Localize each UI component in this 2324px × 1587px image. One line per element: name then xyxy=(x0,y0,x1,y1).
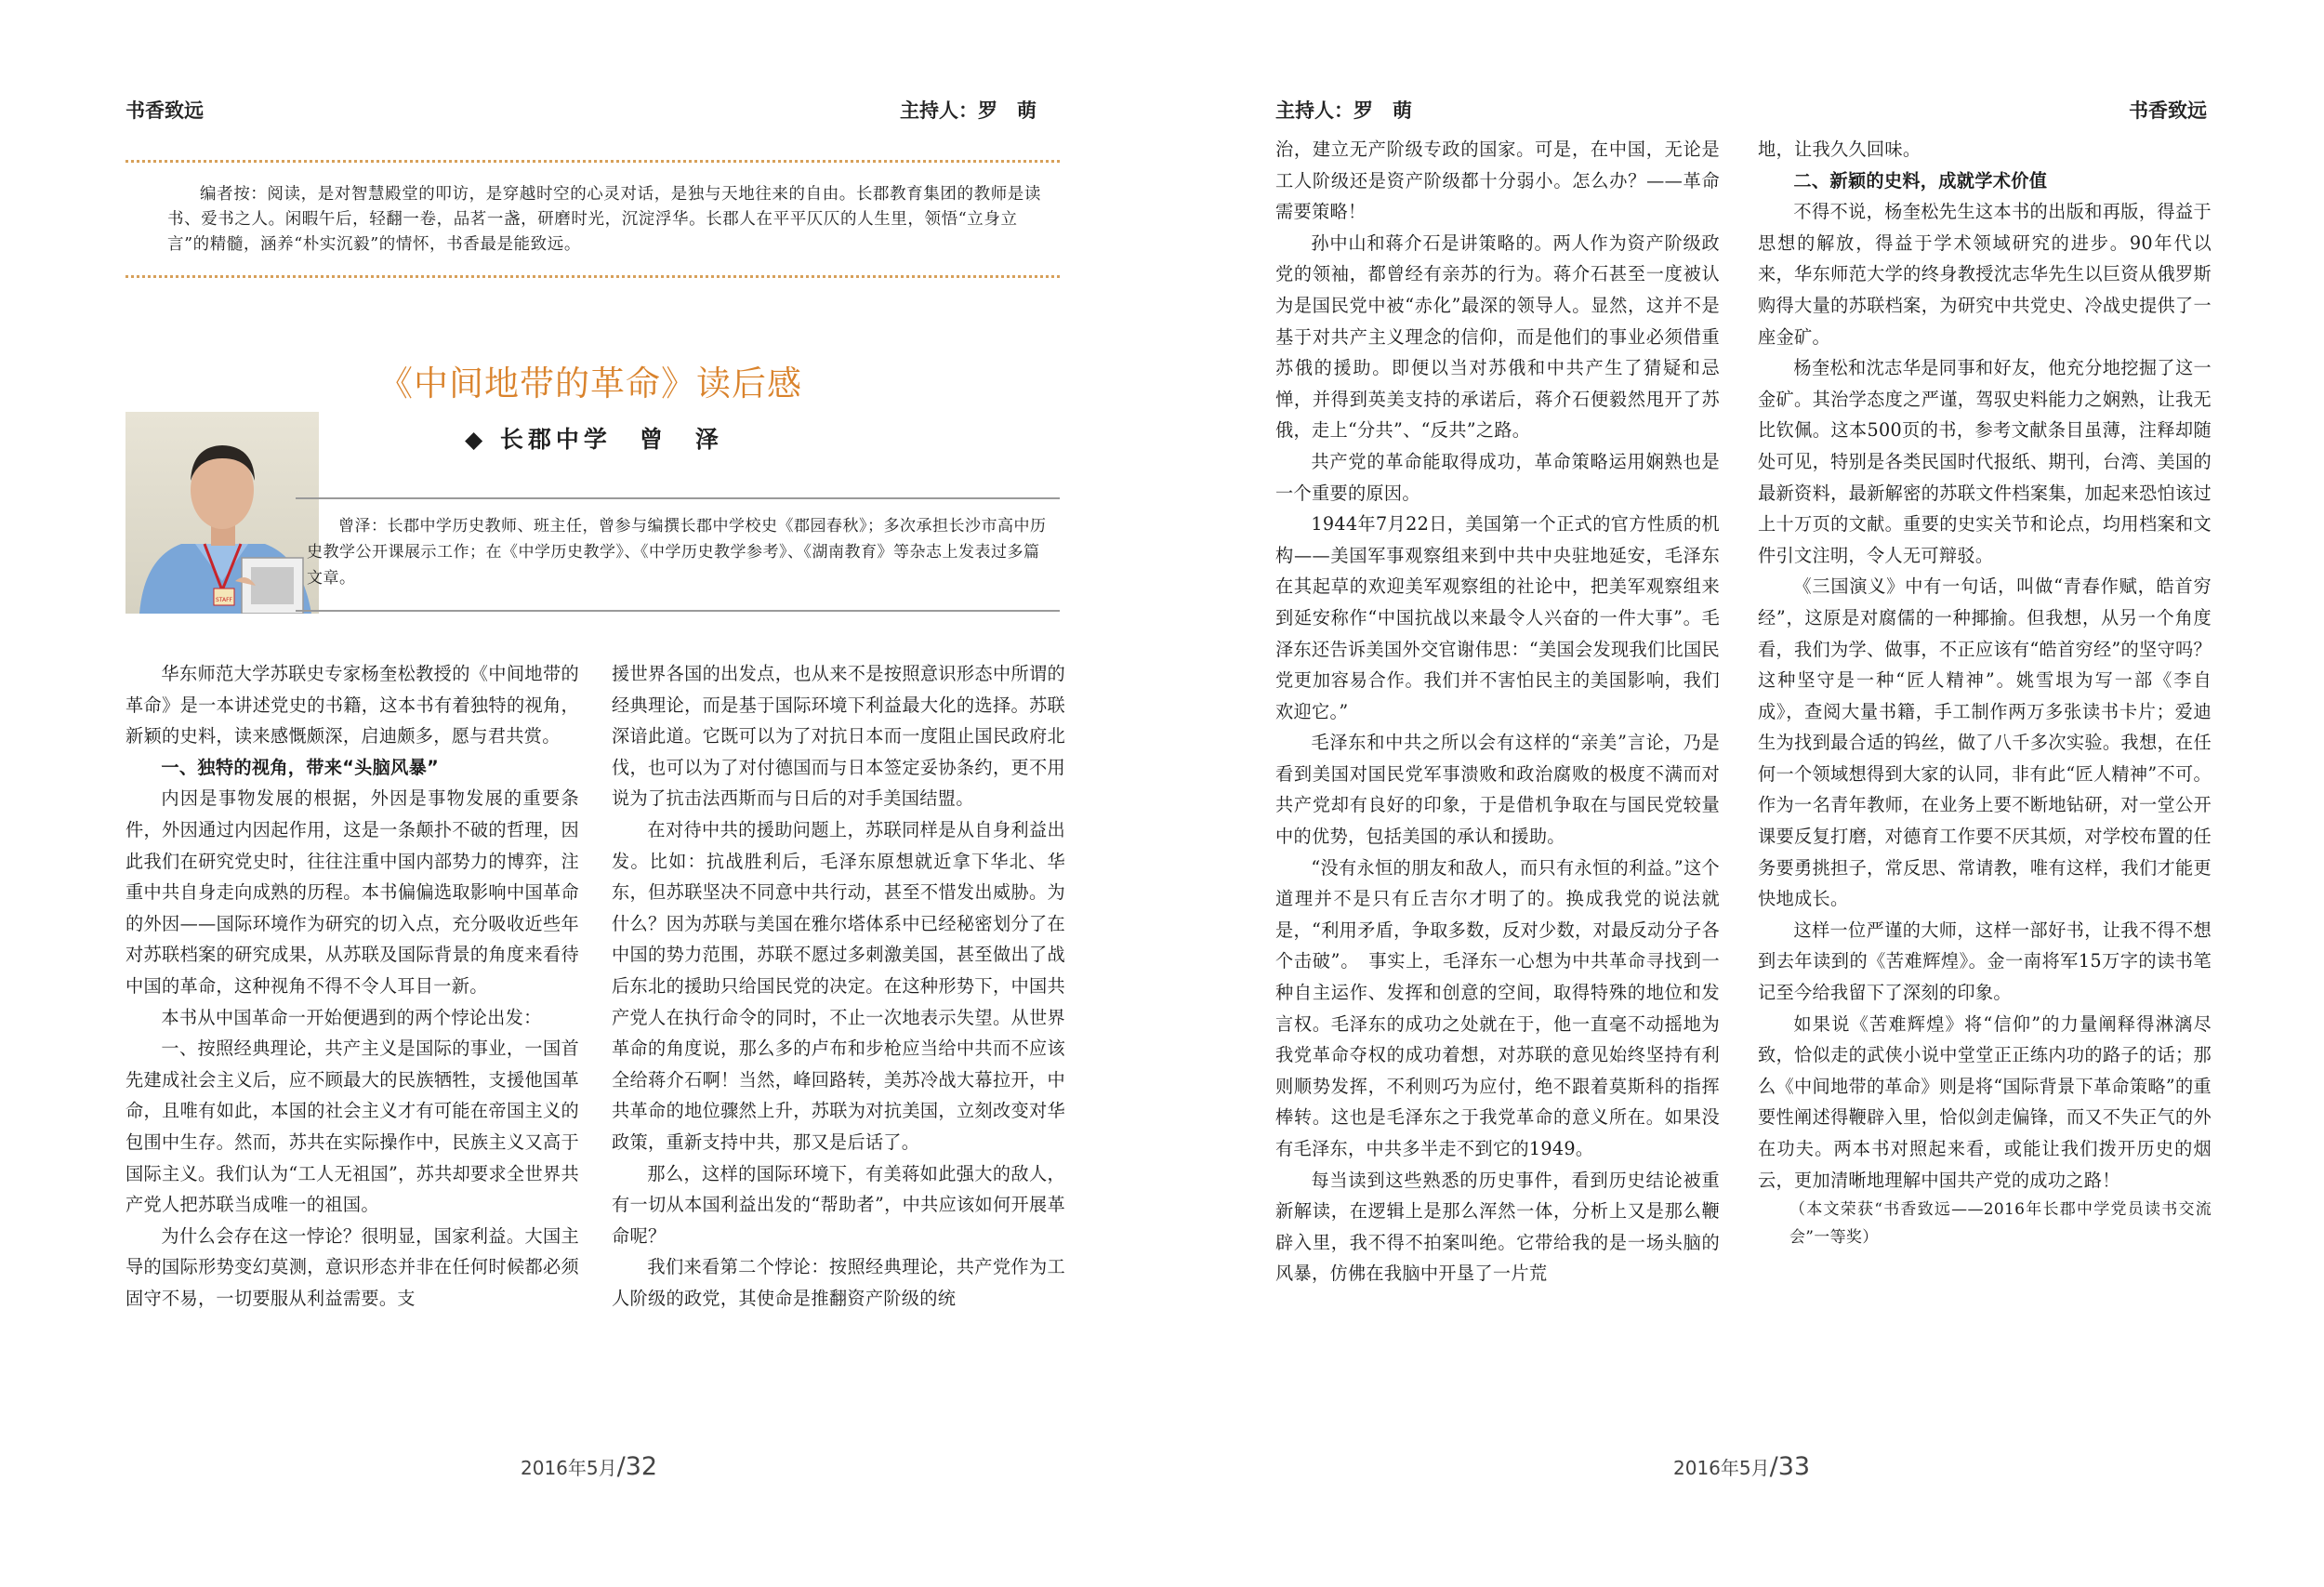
paragraph: 本书从中国革命一开始便遇到的两个悖论出发： xyxy=(161,1006,542,1028)
author-byline: ◆ 长郡中学 曾 泽 xyxy=(465,426,723,453)
author-photo xyxy=(125,404,319,614)
paragraph: 治，建立无产阶级专政的国家。可是，在中国，无论是工人阶级还是资产阶级都十分弱小。怎么办？——革命需要策略！ xyxy=(1275,139,1720,223)
paragraph: 援世界各国的出发点，也从来不是按照意识形态中所谓的经典理论，而是基于国际环境下利益最大化的选择。苏联深谙此道。它既可以为了对抗日本而一度阻止国民政府北伐，也可以为了对付德国而与日本签定妥协条约，更不用说为了抗击法西斯而与日后的对手美国结盟。 xyxy=(612,663,1065,810)
paragraph: 一、按照经典理论，共产主义是国际的事业，一国首先建成社会主义后，应不顾最大的民族牺牲，支援他国革命，且唯有如此，本国的社会主义才有可能在帝国主义的包围中生存。然而，苏共在实际操作中，民族主义又高于国际主义。我们认为“工人无祖国”，苏共却要求全世界共产党人把苏联当成唯一的祖国。 xyxy=(125,1038,579,1216)
paragraph: 不得不说，杨奎松先生这本书的出版和再版，得益于思想的解放，得益于学术领域研究的进步。90年代以来，华东师范大学的终身教授沈志华先生以巨资从俄罗斯购得大量的苏联档案，为研究中共党史、冷战史提供了一座金矿。 xyxy=(1758,201,2212,348)
staff-badge: STAFF xyxy=(215,597,233,603)
paragraph: 杨奎松和沈志华是同事和好友，他充分地挖掘了这一金矿。其治学态度之严谨，驾驭史料能力之娴熟，让我无比钦佩。这本500页的书，参考文献条目虽薄，注释却随处可见，特别是各类民国时代报纸、期刊，台湾、美国的最新资料，最新解密的苏联文件档案集，加起来恐怕该过上十万页的文献。重要的史实关节和论点，均用档案和文件引文注明，令人无可辩驳。 xyxy=(1758,357,2212,566)
folio-page-number: /32 xyxy=(616,1452,658,1481)
article-title: 《中间地带的革命》读后感 xyxy=(378,364,802,403)
folio-page-number: /33 xyxy=(1769,1452,1811,1481)
paragraph: 我们来看第二个悖论：按照经典理论，共产党作为工人阶级的政党，其使命是推翻资产阶级的统 xyxy=(612,1256,1065,1309)
paragraph: 华东师范大学苏联史专家杨奎松教授的《中间地带的革命》是一本讲述党史的书籍，这本书有着独特的视角，新颖的史料，读来感慨颇深，启迪颇多，愿与君共赏。 xyxy=(125,663,579,747)
page-folio-33 xyxy=(1673,1452,1810,1481)
paragraph: 共产党的革命能取得成功，革命策略运用娴熟也是一个重要的原因。 xyxy=(1275,450,1720,504)
right-column-2 xyxy=(1758,134,2212,1251)
paragraph: 在对待中共的援助问题上，苏联同样是从自身利益出发。比如：抗战胜利后，毛泽东原想就近拿下华北、华东，但苏联坚决不同意中共行动，甚至不惜发出威胁。为什么？因为苏联与美国在雅尔塔体系中已经秘密划分了在中国的势力范围，苏联不愿过多刺激美国，甚至做出了战后东北的援助只给国民党的决定。在这种形势下，中国共产党人在执行命令的同时，不止一次地表示失望。从世界革命的角度说，那么多的卢布和步枪应当给中共而不应该全给蒋介石啊！当然，峰回路转，美苏冷战大幕拉开，中共革命的地位骤然上升，苏联为对抗美国，立刻改变对华政策，重新支持中共，那又是后话了。 xyxy=(612,818,1065,1153)
section-heading: 一、独特的视角，带来“头脑风暴” xyxy=(161,756,440,778)
folio-date: 2016年5月 xyxy=(521,1457,617,1479)
folio-date: 2016年5月 xyxy=(1673,1457,1770,1479)
bio-top-rule xyxy=(296,497,1060,499)
host-credit: 主持人：罗 萌 xyxy=(900,99,1037,122)
paragraph: 地，让我久久回味。 xyxy=(1758,139,1921,160)
paragraph: “没有永恒的朋友和敌人，而只有永恒的利益。”这个道理并不是只有丘吉尔才明了的。换成我党的说法就是，“利用矛盾，争取多数，反对少数，对最反动分子各个击破”。 事实上，毛泽东一心想为中共革命寻找到一种自主运作、发挥和创意的空间，取得特殊的地位和发言权。毛泽东的成功之处就在于，他一直毫不动摇地为我党革命夺权的成功着想，对苏联的意见始终坚持有利则顺势发挥，不利则巧为应付，绝不跟着莫斯科的指挥棒转。这也是毛泽东之于我党革命的意义所在。如果没有毛泽东，中共多半走不到它的1949。 xyxy=(1275,856,1720,1159)
section-heading: 二、新颖的史料，成就学术价值 xyxy=(1793,169,2048,192)
left-column-2 xyxy=(612,658,1065,1314)
host-credit: 主持人：罗 萌 xyxy=(1275,99,1412,122)
top-dotted-rule xyxy=(125,160,1060,163)
bottom-dotted-rule xyxy=(125,275,1060,278)
paragraph: 内因是事物发展的根据，外因是事物发展的重要条件，外因通过内因起作用，这是一条颠扑不破的哲理，因此我们在研究党史时，往往注重中国内部势力的博弈，注重中共自身走向成熟的历程。本书偏偏选取影响中国革命的外因——国际环境作为研究的切入点，充分吸收近些年对苏联档案的研究成果，从苏联及国际背景的角度来看待中国的革命，这种视角不得不令人耳目一新。 xyxy=(125,787,579,997)
author-bio: 曾泽：长郡中学历史教师、班主任，曾参与编撰长郡中学校史《郡园春秋》；多次承担长沙市高中历史教学公开课展示工作；在《中学历史教学》、《中学历史教学参考》、《湖南教育》等杂志上发表过多篇文章。 xyxy=(307,517,1047,588)
paragraph: 毛泽东和中共之所以会有这样的“亲美”言论，乃是看到美国对国民党军事溃败和政治腐败的极度不满而对共产党却有良好的印象，于是借机争取在与国民党较量中的优势，包括美国的承认和援助。 xyxy=(1275,732,1720,848)
paragraph: 1944年7月22日，美国第一个正式的官方性质的机构——美国军事观察组来到中共中央驻地延安，毛泽东在其起草的欢迎美军观察组的社论中，把美军观察组来到延安称作“中国抗战以来最令人兴奋的一件大事”。毛泽东还告诉美国外交官谢伟思：“美国会发现我们比国民党更加容易合作。我们并不害怕民主的美国影响，我们欢迎它。” xyxy=(1275,513,1720,722)
award-credit: （本文荣获“书香致远——2016年长郡中学党员读书交流会”一等奖） xyxy=(1789,1200,2212,1248)
editor-note: 编者按：阅读，是对智慧殿堂的叩访，是穿越时空的心灵对话，是独与天地往来的自由。长郡教育集团的教师是读书、爱书之人。闲暇午后，轻翻一卷，品茗一盏，研磨时光，沉淀浮华。长郡人在平平仄仄的人生里，领悟“立身立言”的精髓，涵养“朴实沉毅”的情怀，书香最是能致远。 xyxy=(167,185,1041,254)
right-column-1 xyxy=(1275,134,1720,1289)
section-title: 书香致远 xyxy=(2129,99,2207,122)
paragraph: 孙中山和蒋介石是讲策略的。两人作为资产阶级政党的领袖，都曾经有亲苏的行为。蒋介石甚至一度被认为是国民党中被“赤化”最深的领导人。显然，这并不是基于对共产主义理念的信仰，而是他们的事业必须借重苏俄的援助。即便以当对苏俄和中共产生了猜疑和忌惮，并得到英美支持的承诺后，蒋介石便毅然甩开了苏俄，走上“分共”、“反共”之路。 xyxy=(1275,231,1720,442)
paragraph: 每当读到这些熟悉的历史事件，看到历史结论被重新解读，在逻辑上是那么浑然一体，分析上又是那么鞭辟入里，我不得不拍案叫绝。它带给我的是一场头脑的风暴，仿佛在我脑中开垦了一片荒 xyxy=(1275,1169,1720,1285)
section-title: 书香致远 xyxy=(125,99,204,122)
bio-bottom-rule xyxy=(296,610,1060,612)
paragraph: 这样一位严谨的大师，这样一部好书，让我不得不想到去年读到的《苦难辉煌》。金一南将军15万字的读书笔记至今给我留下了深刻的印象。 xyxy=(1758,919,2212,1004)
paragraph: 《三国演义》中有一句话，叫做“青春作赋，皓首穷经”，这原是对腐儒的一种揶揄。但我想，从另一个角度看，我们为学、做事，不正应该有“皓首穷经”的坚守吗？这种坚守是一种“匠人精神”。姚雪垠为写一部《李自成》，查阅大量书籍，手工制作两万多张读书卡片；爱迪生为找到最合适的钨丝，做了八千多次实验。我想，在任何一个领域想得到大家的认同，非有此“匠人精神”不可。作为一名青年教师，在业务上要不断地钻研，对一堂公开课要反复打磨，对德育工作要不厌其烦，对学校布置的任务要勇挑担子，常反思、常请教，唯有这样，我们才能更快地成长。 xyxy=(1758,575,2212,910)
paragraph: 那么，这样的国际环境下，有美蒋如此强大的敌人，有一切从本国利益出发的“帮助者”，中共应该如何开展革命呢？ xyxy=(612,1162,1065,1247)
paragraph: 如果说《苦难辉煌》将“信仰”的力量阐释得淋漓尽致，恰似走的武侠小说中堂堂正正练内功的路子的话；那么《中间地带的革命》则是将“国际背景下革命策略”的重要性阐述得鞭辟入里，恰似剑走偏锋，而又不失正气的外在功夫。两本书对照起来看，或能让我们拨开历史的烟云，更加清晰地理解中国共产党的成功之路！ xyxy=(1758,1012,2212,1191)
left-column-1 xyxy=(125,658,579,1314)
page-folio-32 xyxy=(521,1452,657,1481)
paragraph: 为什么会存在这一悖论？很明显，国家利益。大国主导的国际形势变幻莫测，意识形态并非在任何时候都必须固守不易，一切要服从利益需要。支 xyxy=(125,1224,579,1309)
right-page xyxy=(1162,0,2324,1587)
